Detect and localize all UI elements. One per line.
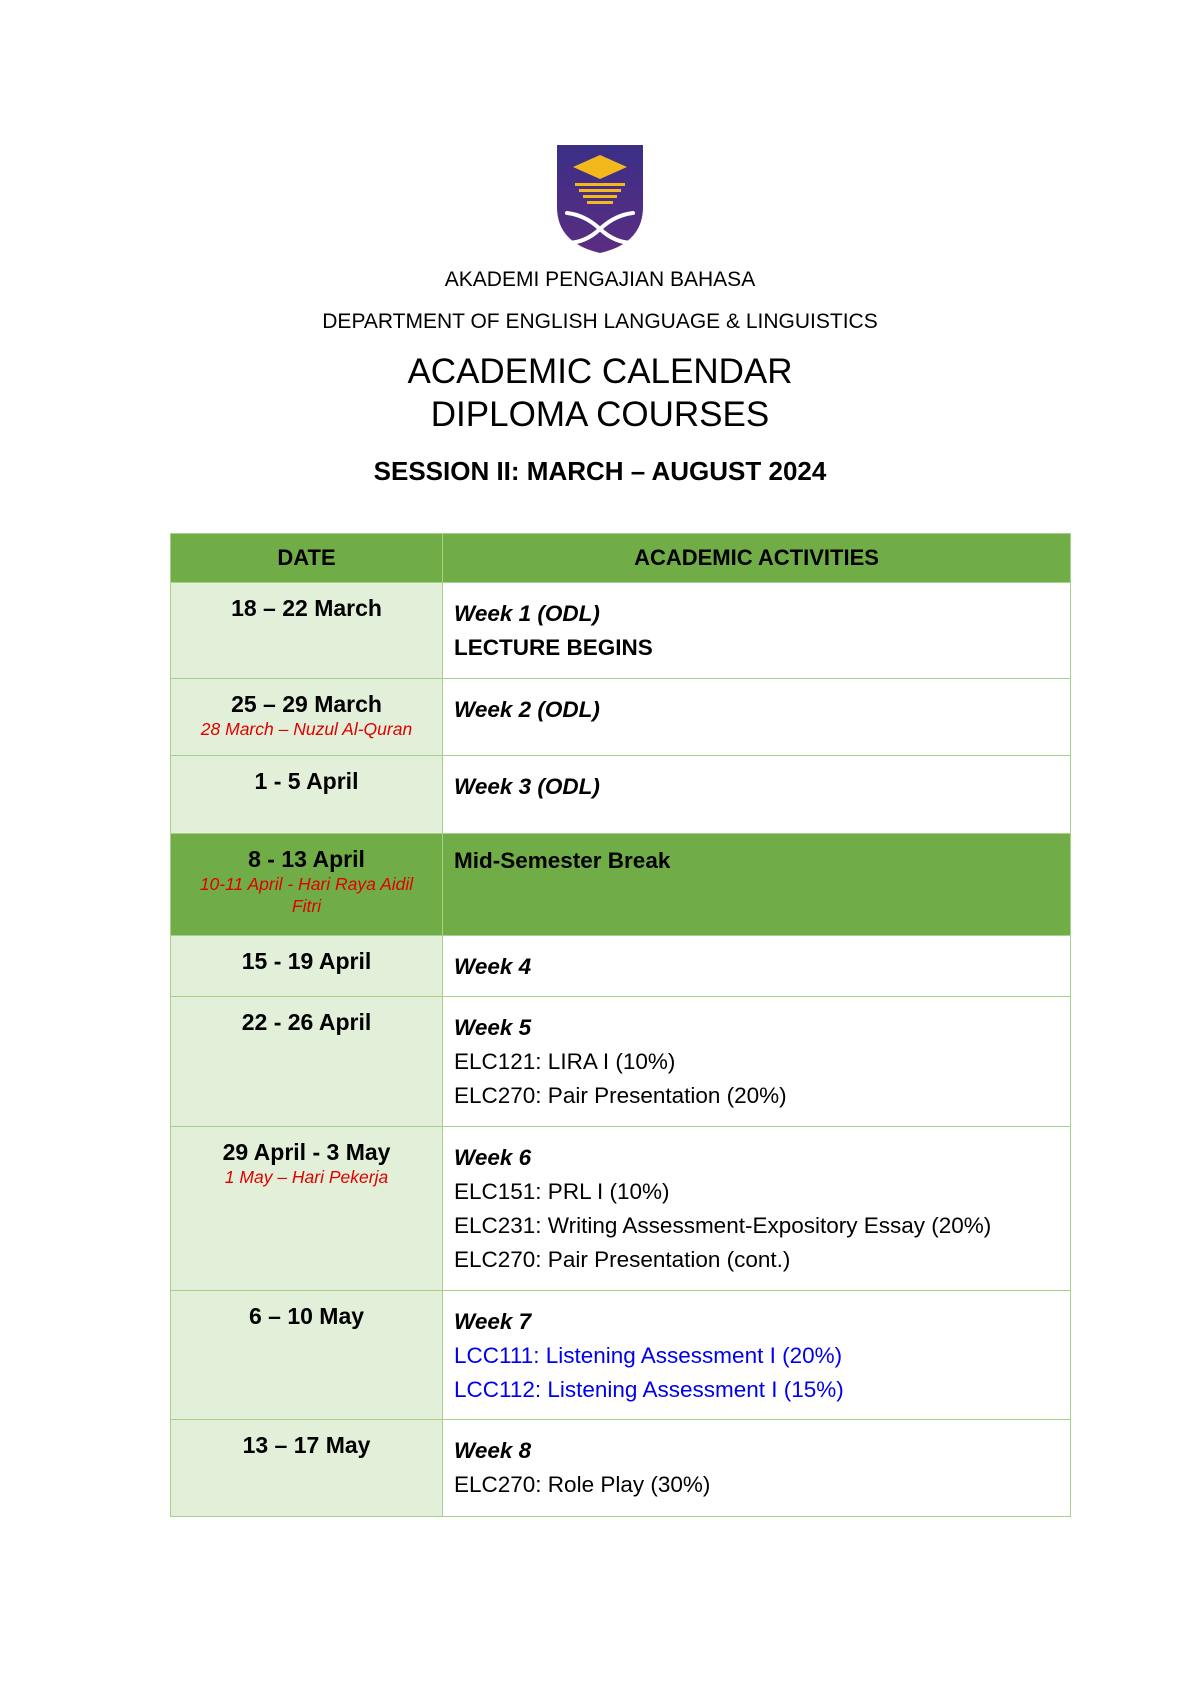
uitm-crest-logo bbox=[555, 143, 645, 255]
activity-item: LCC112: Listening Assessment I (15%) bbox=[454, 1377, 844, 1402]
date-range: 29 April - 3 May bbox=[222, 1139, 391, 1165]
date-range: 6 – 10 May bbox=[248, 1303, 365, 1329]
activity-cell bbox=[443, 1291, 1071, 1420]
date-cell bbox=[171, 997, 443, 1127]
week-label: Week 8 bbox=[454, 1438, 532, 1463]
date-range: 15 - 19 April bbox=[241, 948, 372, 974]
activity-cell bbox=[443, 1127, 1071, 1291]
date-range: 18 – 22 March bbox=[231, 595, 382, 621]
activity-item: ELC270: Pair Presentation (20%) bbox=[454, 1083, 787, 1108]
calendar-table bbox=[170, 533, 1071, 1517]
table-row bbox=[171, 756, 1071, 834]
date-cell bbox=[171, 1127, 443, 1291]
week-label: Week 1 (ODL) bbox=[454, 601, 600, 626]
date-cell bbox=[171, 1291, 443, 1420]
activity-cell bbox=[443, 583, 1071, 679]
holiday-note: 28 March – Nuzul Al-Quran bbox=[200, 719, 413, 739]
week-label: Week 6 bbox=[454, 1145, 532, 1170]
activity-cell bbox=[443, 679, 1071, 756]
table-row bbox=[171, 1127, 1071, 1291]
activity-item: LECTURE BEGINS bbox=[454, 635, 653, 660]
week-label: Week 7 bbox=[454, 1309, 532, 1334]
date-cell bbox=[171, 679, 443, 756]
date-range: 13 – 17 May bbox=[242, 1432, 371, 1458]
activity-cell bbox=[443, 1420, 1071, 1517]
holiday-note: 10-11 April - Hari Raya Aidil Fitri bbox=[199, 874, 414, 916]
department-name: DEPARTMENT OF ENGLISH LANGUAGE & LINGUISTICS bbox=[322, 310, 878, 333]
week-label: Week 4 bbox=[454, 954, 532, 979]
table-row bbox=[171, 1291, 1071, 1420]
date-cell bbox=[171, 834, 443, 936]
activity-item: ELC270: Pair Presentation (cont.) bbox=[454, 1247, 791, 1272]
table-row bbox=[171, 997, 1071, 1127]
date-cell bbox=[171, 1420, 443, 1517]
week-label: Week 2 (ODL) bbox=[454, 697, 600, 722]
activities-column-header: ACADEMIC ACTIVITIES bbox=[443, 534, 1071, 583]
holiday-note: 1 May – Hari Pekerja bbox=[224, 1167, 389, 1187]
table-row bbox=[171, 679, 1071, 756]
institution-name: AKADEMI PENGAJIAN BAHASA bbox=[444, 268, 756, 291]
table-row bbox=[171, 1420, 1071, 1517]
activity-cell bbox=[443, 936, 1071, 997]
date-cell bbox=[171, 756, 443, 834]
activity-cell bbox=[443, 997, 1071, 1127]
activity-item: LCC111: Listening Assessment I (20%) bbox=[454, 1343, 843, 1368]
session-heading: SESSION II: MARCH – AUGUST 2024 bbox=[373, 456, 827, 486]
page-subtitle: DIPLOMA COURSES bbox=[430, 395, 770, 434]
table-row bbox=[171, 936, 1071, 997]
break-label: Mid-Semester Break bbox=[454, 848, 671, 873]
date-range: 22 - 26 April bbox=[241, 1009, 372, 1035]
page-title: ACADEMIC CALENDAR bbox=[407, 352, 793, 391]
week-label: Week 3 (ODL) bbox=[454, 774, 600, 799]
table-row-break bbox=[171, 834, 1071, 936]
date-cell bbox=[171, 936, 443, 997]
date-column-header: DATE bbox=[171, 534, 443, 583]
date-range: 25 – 29 March bbox=[231, 691, 382, 717]
week-label: Week 5 bbox=[454, 1015, 532, 1040]
activity-cell bbox=[443, 756, 1071, 834]
table-row bbox=[171, 583, 1071, 679]
activity-item: ELC231: Writing Assessment-Expository Essay (20%) bbox=[454, 1213, 992, 1238]
activity-item: ELC151: PRL I (10%) bbox=[454, 1179, 670, 1204]
table-header-row bbox=[171, 534, 1071, 583]
activity-cell bbox=[443, 834, 1071, 936]
date-range: 8 - 13 April bbox=[248, 846, 365, 872]
activity-item: ELC121: LIRA I (10%) bbox=[454, 1049, 676, 1074]
date-cell bbox=[171, 583, 443, 679]
activity-item: ELC270: Role Play (30%) bbox=[454, 1472, 711, 1497]
date-range: 1 - 5 April bbox=[254, 768, 359, 794]
